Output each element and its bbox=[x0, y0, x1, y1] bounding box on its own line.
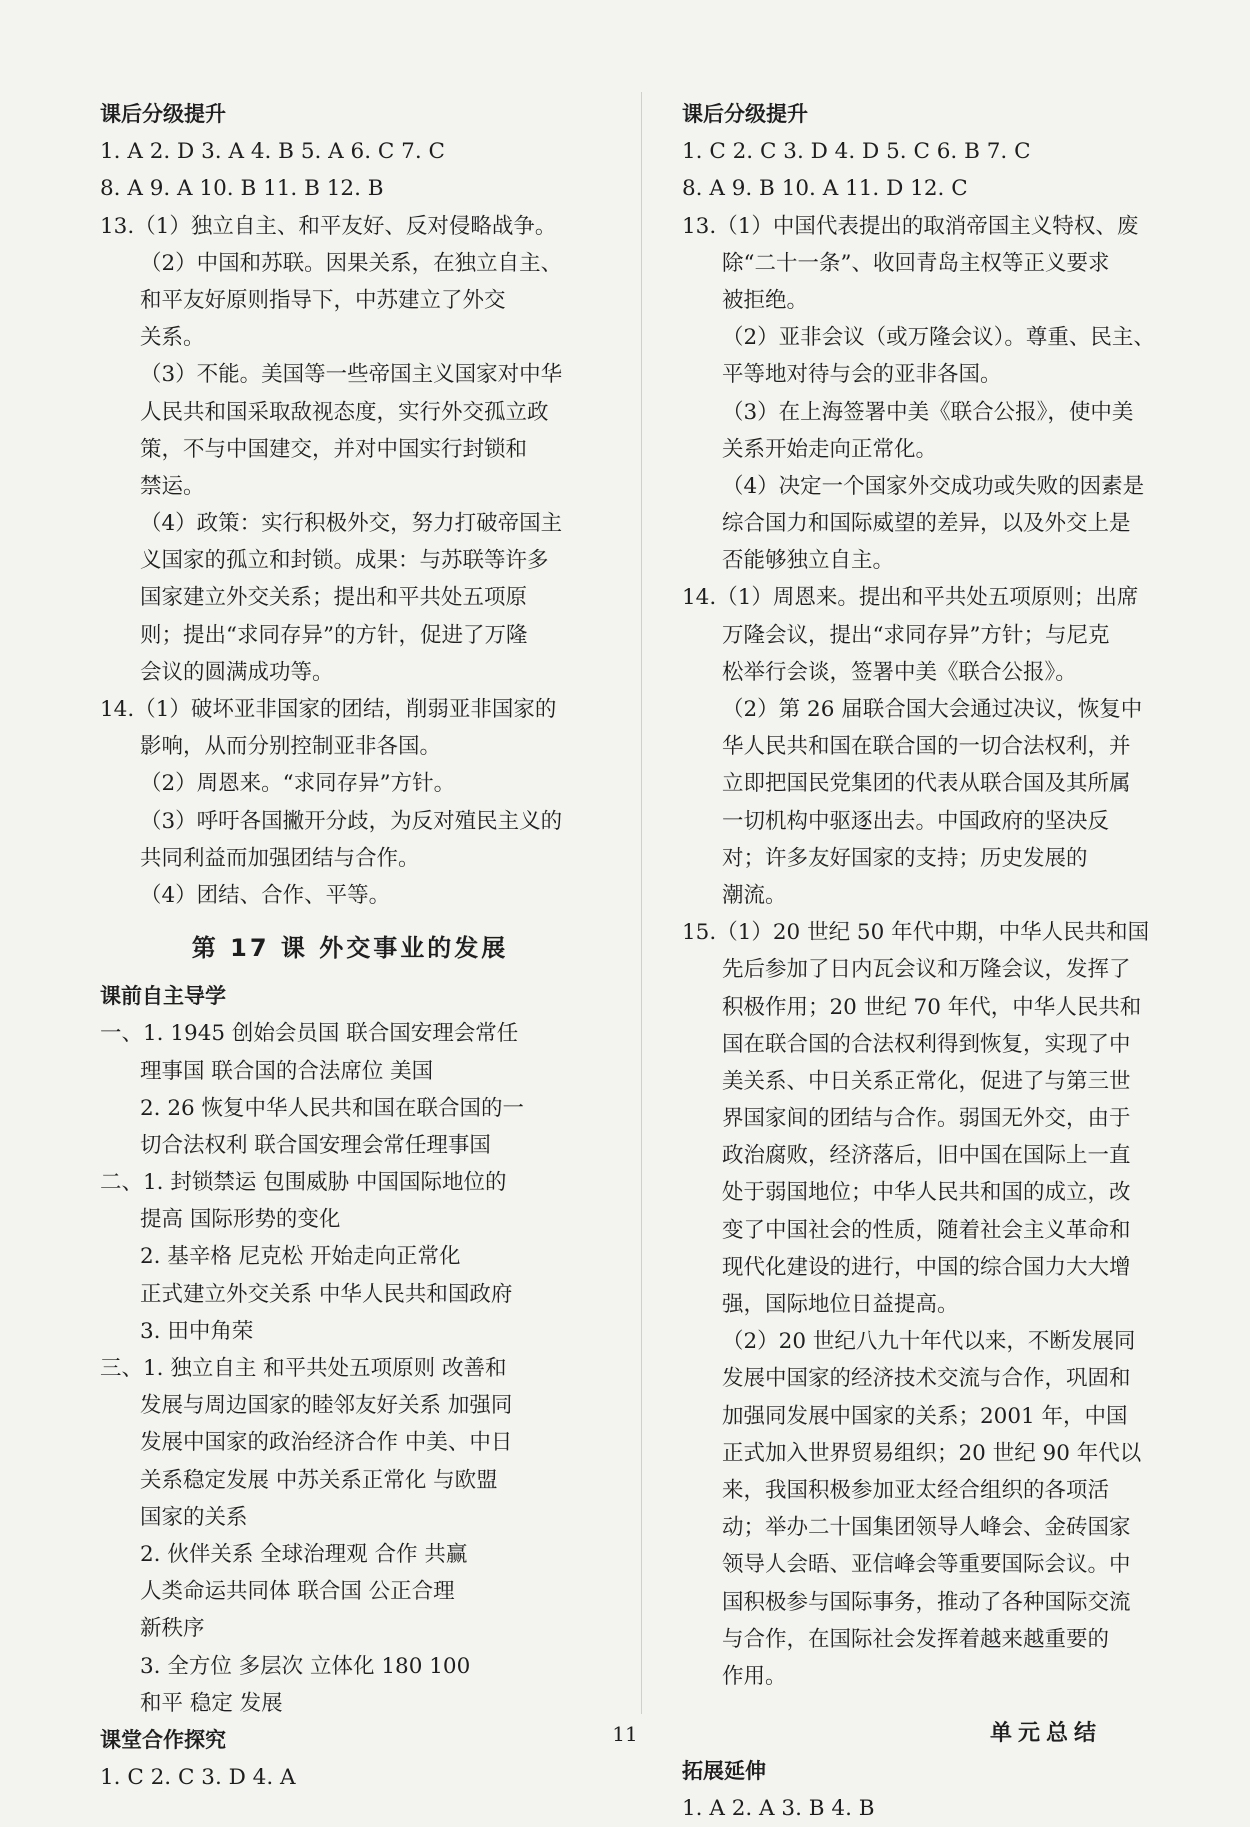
answer-line: 2. 伙伴关系 全球治理观 合作 共赢 bbox=[140, 1541, 468, 1567]
answer-line: 国家的关系 bbox=[140, 1504, 248, 1530]
answer-line: 3. 田中角荣 bbox=[140, 1318, 254, 1344]
answer-line: 来，我国积极参加亚太经合组织的各项活 bbox=[722, 1477, 1110, 1503]
section-heading: 拓展延伸 bbox=[682, 1759, 766, 1784]
answer-line: （4）团结、合作、平等。 bbox=[140, 882, 391, 908]
answer-line: 否能够独立自主。 bbox=[722, 548, 895, 574]
answer-line: 作用。 bbox=[722, 1663, 787, 1689]
answer-line: 松举行会谈，签署中美《联合公报》。 bbox=[722, 659, 1077, 685]
answer-line: 和平 稳定 发展 bbox=[140, 1690, 283, 1716]
answer-line: 美关系、中日关系正常化，促进了与第三世 bbox=[722, 1068, 1131, 1094]
answer-line: 国积极参与国际事务，推动了各种国际交流 bbox=[722, 1589, 1131, 1615]
answer-line: 正式建立外交关系 中华人民共和国政府 bbox=[140, 1281, 513, 1307]
answer-line: 14.（1）周恩来。提出和平共处五项原则；出席 bbox=[682, 585, 1139, 611]
section-heading: 课后分级提升 bbox=[100, 102, 226, 126]
answer-line: 与合作，在国际社会发挥着越来越重要的 bbox=[722, 1626, 1110, 1652]
answer-line: 影响，从而分别控制亚非各国。 bbox=[140, 734, 442, 760]
answer-line: 发展中国家的政治经济合作 中美、中日 bbox=[140, 1430, 513, 1456]
answer-line: 领导人会晤、亚信峰会等重要国际会议。中 bbox=[722, 1552, 1131, 1578]
answer-line: 除“二十一条”、收回青岛主权等正义要求 bbox=[722, 250, 1110, 276]
answer-line: （4）决定一个国家外交成功或失败的因素是 bbox=[722, 473, 1145, 499]
answer-line: 策，不与中国建交，并对中国实行封锁和 bbox=[140, 436, 528, 462]
answer-line: 一、1. 1945 创始会员国 联合国安理会常任 bbox=[100, 1021, 519, 1047]
answer-line: 提高 国际形势的变化 bbox=[140, 1207, 341, 1233]
answer-line: 切合法权利 联合国安理会常任理事国 bbox=[140, 1132, 491, 1158]
answer-line: （2）第 26 届联合国大会通过决议，恢复中 bbox=[722, 697, 1143, 722]
answer-line: （3）呼吁各国撇开分歧，为反对殖民主义的 bbox=[140, 808, 563, 834]
answer-line: 1. A 2. D 3. A 4. B 5. A 6. C 7. C bbox=[100, 139, 445, 165]
answer-line: 理事国 联合国的合法席位 美国 bbox=[140, 1058, 434, 1084]
answer-line: 积极作用；20 世纪 70 年代，中华人民共和 bbox=[722, 994, 1142, 1020]
lesson-title: 第 17 课 外交事业的发展 bbox=[191, 934, 509, 963]
answer-line: 1. C 2. C 3. D 4. A bbox=[100, 1765, 296, 1791]
answer-line: 1. C 2. C 3. D 4. D 5. C 6. B 7. C bbox=[682, 139, 1031, 165]
answer-line: 共同利益而加强团结与合作。 bbox=[140, 845, 420, 871]
answer-line: 万隆会议，提出“求同存异”方针；与尼克 bbox=[722, 622, 1110, 648]
answer-line: 三、1. 独立自主 和平共处五项原则 改善和 bbox=[100, 1356, 507, 1381]
answer-line: 15.（1）20 世纪 50 年代中期，中华人民共和国 bbox=[682, 920, 1150, 946]
answer-line: （2）中国和苏联。因果关系，在独立自主、 bbox=[140, 250, 563, 276]
answer-line: 关系。 bbox=[140, 325, 205, 351]
answer-line: 8. A 9. A 10. B 11. B 12. B bbox=[100, 176, 384, 202]
answer-line: 禁运。 bbox=[140, 473, 205, 499]
answer-line: 界国家间的团结与合作。弱国无外交，由于 bbox=[722, 1106, 1131, 1132]
answer-line: 华人民共和国在联合国的一切合法权利，并 bbox=[722, 734, 1131, 760]
left-column bbox=[100, 96, 600, 1796]
answer-line: 对；许多友好国家的支持；历史发展的 bbox=[722, 845, 1088, 871]
section-heading: 课堂合作探究 bbox=[100, 1727, 226, 1752]
answer-line: 被拒绝。 bbox=[722, 287, 809, 313]
answer-line: 13.（1）中国代表提出的取消帝国主义特权、废 bbox=[682, 213, 1139, 239]
answer-line: 则；提出“求同存异”的方针，促进了万隆 bbox=[140, 622, 528, 648]
answer-line: 8. A 9. B 10. A 11. D 12. C bbox=[682, 176, 968, 202]
answer-line: 2. 26 恢复中华人民共和国在联合国的一 bbox=[140, 1095, 525, 1121]
answer-line: 综合国力和国际威望的差异，以及外交上是 bbox=[722, 511, 1131, 537]
answer-line: 立即把国民党集团的代表从联合国及其所属 bbox=[722, 771, 1131, 797]
answer-line: 现代化建设的进行，中国的综合国力大大增 bbox=[722, 1254, 1131, 1280]
answer-line: 一切机构中驱逐出去。中国政府的坚决反 bbox=[722, 808, 1110, 834]
answer-line: 强，国际地位日益提高。 bbox=[722, 1292, 959, 1317]
answer-line: （4）政策：实行积极外交，努力打破帝国主 bbox=[140, 511, 563, 537]
answer-line: 政治腐败，经济落后，旧中国在国际上一直 bbox=[722, 1143, 1131, 1169]
answer-line: 3. 全方位 多层次 立体化 180 100 bbox=[140, 1653, 471, 1679]
answer-line: 潮流。 bbox=[722, 882, 787, 908]
answer-line: 处于弱国地位；中华人民共和国的成立，改 bbox=[722, 1180, 1131, 1206]
answer-line: 新秩序 bbox=[140, 1616, 205, 1642]
answer-line: 加强同发展中国家的关系；2001 年，中国 bbox=[722, 1403, 1128, 1429]
answer-line: 国家建立外交关系；提出和平共处五项原 bbox=[140, 585, 528, 611]
answer-line: 和平友好原则指导下，中苏建立了外交 bbox=[140, 287, 506, 313]
answer-line: 人民共和国采取敌视态度，实行外交孤立政 bbox=[140, 399, 549, 425]
answer-line: 变了中国社会的性质，随着社会主义革命和 bbox=[722, 1217, 1131, 1243]
answer-line: 发展中国家的经济技术交流与合作，巩固和 bbox=[722, 1366, 1131, 1392]
answer-line: 二、1. 封锁禁运 包围威胁 中国国际地位的 bbox=[100, 1170, 507, 1196]
section-heading: 课前自主导学 bbox=[100, 984, 226, 1009]
right-column bbox=[682, 96, 1157, 1827]
answer-line: （3）在上海签署中美《联合公报》，使中美 bbox=[722, 399, 1134, 425]
answer-line: 关系开始走向正常化。 bbox=[722, 436, 938, 462]
answer-line: 国在联合国的合法权利得到恢复，实现了中 bbox=[722, 1031, 1131, 1057]
answer-line: 先后参加了日内瓦会议和万隆会议，发挥了 bbox=[722, 957, 1131, 983]
answer-line: 14.（1）破坏亚非国家的团结，削弱亚非国家的 bbox=[100, 697, 557, 722]
section-heading: 课后分级提升 bbox=[682, 102, 808, 126]
answer-line: 1. A 2. A 3. B 4. B bbox=[682, 1796, 875, 1822]
answer-line: 关系稳定发展 中苏关系正常化 与欧盟 bbox=[140, 1467, 498, 1493]
answer-line: 平等地对待与会的亚非各国。 bbox=[722, 362, 1002, 388]
answer-line: 2. 基辛格 尼克松 开始走向正常化 bbox=[140, 1244, 461, 1270]
answer-line: 义国家的孤立和封锁。成果：与苏联等许多 bbox=[140, 548, 549, 574]
page-number: 11 bbox=[612, 1722, 638, 1746]
answer-line: （2）亚非会议（或万隆会议）。尊重、民主、 bbox=[722, 325, 1155, 351]
answer-line: 发展与周边国家的睦邻友好关系 加强同 bbox=[140, 1393, 513, 1419]
answer-line: （3）不能。美国等一些帝国主义国家对中华 bbox=[140, 362, 563, 388]
column-divider bbox=[641, 92, 642, 1714]
answer-line: 会议的圆满成功等。 bbox=[140, 659, 334, 685]
answer-line: 正式加入世界贸易组织；20 世纪 90 年代以 bbox=[722, 1440, 1142, 1466]
unit-summary-title: 单元总结 bbox=[989, 1721, 1102, 1747]
answer-line: （2）周恩来。“求同存异”方针。 bbox=[140, 771, 456, 797]
answer-line: 人类命运共同体 联合国 公正合理 bbox=[140, 1579, 455, 1605]
answer-line: （2）20 世纪八九十年代以来，不断发展同 bbox=[722, 1329, 1136, 1355]
answer-line: 13.（1）独立自主、和平友好、反对侵略战争。 bbox=[100, 213, 557, 239]
answer-line: 动；举办二十国集团领导人峰会、金砖国家 bbox=[722, 1515, 1131, 1541]
